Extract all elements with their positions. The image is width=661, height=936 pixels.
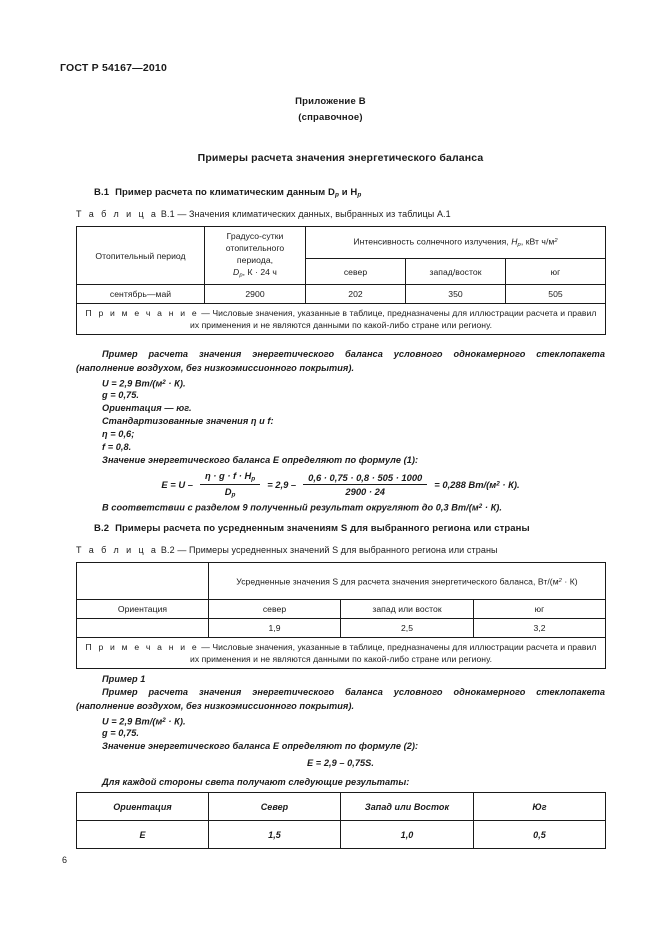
rounding-note-text: В соответствии с разделом 9 полученный результат округляют до 0,3 Вт/(м [102,502,479,513]
example-b1-orientation-line: Ориентация — юг. [102,403,192,413]
formula-1-frac2-numerator: 0,6 · 0,75 · 0,8 · 505 · 1000 [303,472,427,485]
example-b1-standard-values-line: Стандартизованные значения η и f: [102,416,274,426]
table-results-cell-north: 1,5 [209,821,341,849]
table-b1-cell-degreedays: 2900 [205,285,306,304]
table-b1-caption-rest: В.1 — Значения климатических данных, выбранных из таблицы А.1 [158,209,451,219]
formula-2: E = 2,9 – 0,75S. [307,758,374,768]
table-b1-cell-south: 505 [506,285,606,304]
table-b1-header-degreedays [205,227,306,285]
example-1-formula-intro: Значение энергетического баланса Е определяют по формуле (2): [102,741,419,751]
clause-b1-symbol-d: D [327,187,335,198]
u-tail: · К). [165,378,186,389]
page-title: Примеры расчета значения энергетического баланса [197,152,484,164]
running-head: ГОСТ Р 54167—2010 [60,62,168,74]
example-1-u-label: U [102,716,109,727]
table-b2-group-tail: · К) [561,576,578,587]
example-1-heading: Пример 1 [102,674,146,684]
formula-1-rhs [434,479,519,490]
clause-b1-symbol-h: H [350,187,358,198]
table-b2-group-sup: 2 [558,577,562,584]
solar-group-symbol-sub: p [517,241,521,248]
frac1-num-symbol: H [244,470,252,481]
table-b2-subheader-westeast: запад или восток [341,600,474,619]
table-row [77,793,606,821]
formula-1-frac1-denominator [220,485,241,499]
table-b1-subheader-south: юг [506,258,606,285]
rounding-note [102,500,605,515]
degreedays-symbol-sub: p [239,272,243,279]
table-b2-caption-rest: В.2 — Примеры усредненных значений S для выбранного региона или страны [158,545,498,555]
example-1-results-intro: Для каждой стороны света получают следующие результаты: [102,777,410,787]
table-b1-note [77,304,606,335]
table-row [77,821,606,849]
rounding-note-sup: 2 [478,503,483,510]
table-b2-corner-cell [77,563,209,600]
clause-b1-number: В.1 [94,187,110,198]
appendix-header [0,94,661,126]
table-b2-caption [76,545,498,555]
table-results-header-orientation: Ориентация [77,793,209,821]
degreedays-line2: отопительного периода, [225,243,285,265]
u-label: U [102,378,109,389]
table-row [77,285,606,304]
example-1-u-value: = 2,9 Вт/(м [108,716,163,727]
table-results-cell-label: E [77,821,209,849]
formula-1-mid: = 2,9 – [267,478,297,490]
formula-1-rhs-text: = 0,288 Вт/(м [434,478,497,490]
clause-b1-text: Пример расчета по климатическим данным [115,187,328,198]
table-b2-caption-word: Т а б л и ц а [76,545,159,555]
table-b2-subheader-north: север [209,600,341,619]
table-row [77,600,606,619]
example-1-u-tail: · К). [165,716,186,727]
solar-group-units-sup: 2 [554,237,558,244]
table-b1-caption [76,209,451,219]
degreedays-symbol: D [233,267,240,277]
appendix-label: Приложение В [295,96,366,107]
formula-1-lhs: E = U – [161,478,193,490]
table-b2-header-group [209,563,606,600]
table-results-header-westeast: Запад или Восток [341,793,474,821]
table-b2-empty-cell [77,619,209,638]
clause-b2-heading [94,523,530,534]
table-b2-group-text: Усредненные значения S для расчета значения энергетического баланса, Вт/(м [236,576,559,587]
frac1-den-sub: p [231,491,236,499]
table-results-header-north: Север [209,793,341,821]
table-results [76,792,606,849]
example-1-g-line: g = 0,75. [102,728,139,738]
clause-b1-symbol-d-sub: p [334,191,339,199]
degreedays-line1: Градусо-сутки [226,231,284,241]
example-b1-f-line: f = 0,8. [102,442,132,452]
table-b2-value-westeast: 2,5 [341,619,474,638]
table-row [77,563,606,600]
rounding-note-tail: · К). [482,502,502,513]
clause-b1-conjunction: и [339,187,351,198]
table-b2-subheader-south: юг [474,600,606,619]
table-b1-header-period: Отопительный период [77,227,205,285]
table-b2 [76,562,606,669]
example-b1-g-line: g = 0,75. [102,390,139,400]
solar-group-symbol: H [511,235,518,246]
clause-b2-text: Примеры расчета по усредненным значениям S для выбранного региона или страны [115,523,530,534]
table-b1-note-word: П р и м е ч а н и е [85,308,199,319]
page-number: 6 [62,855,68,865]
formula-1-fraction-1 [200,470,260,498]
table-b2-note [77,638,606,669]
example-1-u-sup: 2 [162,717,166,724]
table-results-cell-south: 0,5 [474,821,606,849]
table-b2-value-south: 3,2 [474,619,606,638]
frac1-num-pre: η · g · f · [204,470,245,481]
formula-1-row [161,470,519,498]
table-b1-cell-period: сентябрь—май [77,285,205,304]
solar-group-text: Интенсивность солнечного излучения, [353,235,512,246]
table-b1-cell-north: 202 [306,285,406,304]
clause-b1-symbol-h-sub: p [357,191,362,199]
frac1-num-sub: p [251,475,256,483]
table-b1-subheader-westeast: запад/восток [406,258,506,285]
table-b1 [76,226,606,335]
table-results-cell-westeast: 1,0 [341,821,474,849]
frac1-den-symbol: D [224,485,232,497]
clause-b2-number: В.2 [94,523,110,534]
solar-group-units: , кВт ч/м [520,235,555,246]
example-b1-intro: Пример расчета значения энергетического баланса условного однокамерного стеклопакета (наполнение воздухом, без низкоэмиссионного покрытия). [76,349,605,373]
example-b1-formula-intro: Значение энергетического баланса Е определяют по формуле (1): [102,455,419,465]
table-b2-value-north: 1,9 [209,619,341,638]
formula-1-frac1-numerator [200,470,260,485]
table-b1-header-solar-group [306,227,606,259]
table-row [77,227,606,259]
formula-1-fraction-2 [303,472,427,497]
table-row [77,638,606,669]
u-value: = 2,9 Вт/(м [108,378,163,389]
table-b1-subheader-north: север [306,258,406,285]
table-b2-note-word: П р и м е ч а н и е [85,642,199,652]
formula-1-rhs-sup: 2 [496,479,500,487]
table-results-header-south: Юг [474,793,606,821]
example-b1-eta-line: η = 0,6; [102,429,135,439]
table-row [77,304,606,335]
table-b2-note-text: — Числовые значения, указанные в таблице, предназначены для иллюстрации расчета и правил их применения и не являются данными по какой-либо стране или региону. [189,642,597,664]
table-b2-orientation-label: Ориентация [77,600,209,619]
formula-1 [76,470,605,498]
appendix-kind: (справочное) [298,112,363,123]
table-b1-cell-westeast: 350 [406,285,506,304]
formula-1-frac2-denominator: 2900 · 24 [345,485,386,497]
clause-b1-heading [94,187,361,199]
formula-1-rhs-tail: · К). [499,478,520,490]
table-b1-caption-word: Т а б л и ц а [76,209,159,219]
table-row [77,619,606,638]
example-1-intro: Пример расчета значения энергетического баланса условного однокамерного стеклопакета (наполнение воздухом, без низкоэмиссионного покрытия). [76,687,605,711]
u-superscript: 2 [162,379,166,386]
table-b1-note-text: — Числовые значения, указанные в таблице, предназначены для иллюстрации расчета и правил их применения и не являются данными по какой-либо стране или региону. [189,308,597,331]
degreedays-units: , К · 24 ч [242,267,277,277]
